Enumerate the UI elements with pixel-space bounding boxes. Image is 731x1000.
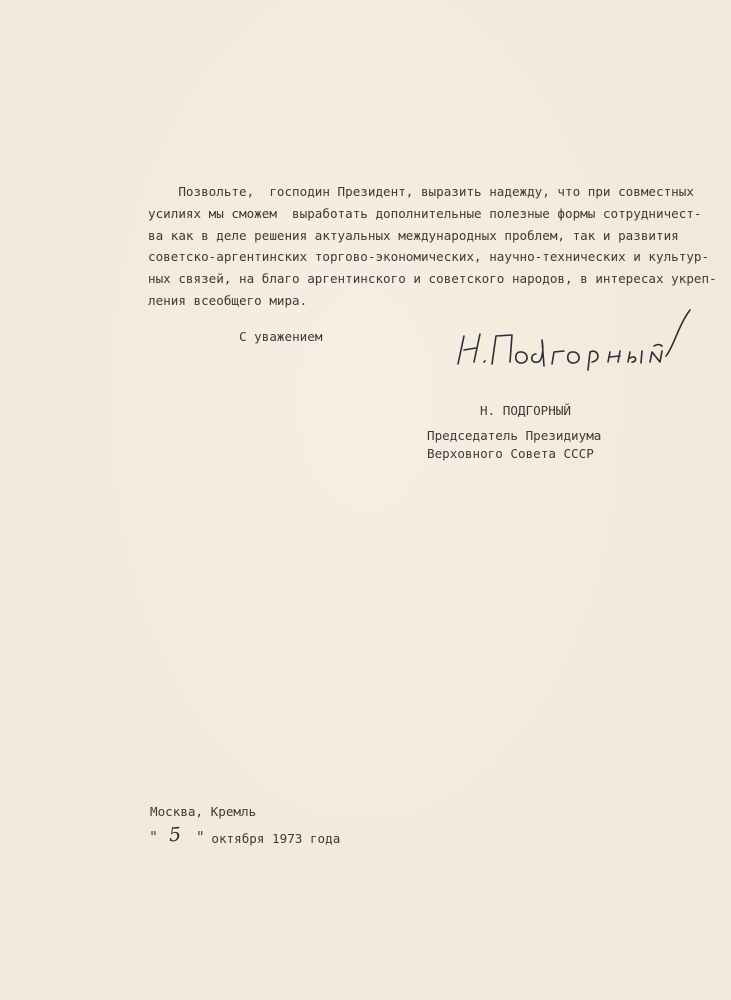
closing-salutation: С уважением [239,329,323,344]
date-rest: октября 1973 года [203,831,341,846]
paragraph-line: советско-аргентинских торгово-экономических, научно-технических и культур- [148,249,710,265]
date-close-quote: " [196,828,204,846]
signer-name: Н. ПОДГОРНЫЙ [480,403,571,418]
handwritten-signature [452,306,702,386]
paragraph-line: Позвольте, господин Президент, выразить надежду, что при совместных [148,184,694,199]
paragraph-line: ных связей, на благо аргентинского и советского народов, в интересах укреп- [148,271,717,287]
signer-title-line: Председатель Президиума [427,428,602,443]
paragraph-line: ва как в деле решения актуальных международных проблем, так и развития [148,227,679,243]
signer-title [427,427,601,463]
signer-title-line: Верховного Совета СССР [427,446,594,461]
letter-paragraph [148,181,717,312]
paragraph-line: усилиях мы сможем выработать дополнительные полезные формы сотрудничест- [148,205,702,221]
date-line [150,824,340,846]
place-line: Москва, Кремль [150,804,257,819]
date-open-quote: " [150,828,157,846]
paragraph-line: ления всеобщего мира. [148,292,308,308]
date-day-handwritten: 5 [168,823,182,847]
